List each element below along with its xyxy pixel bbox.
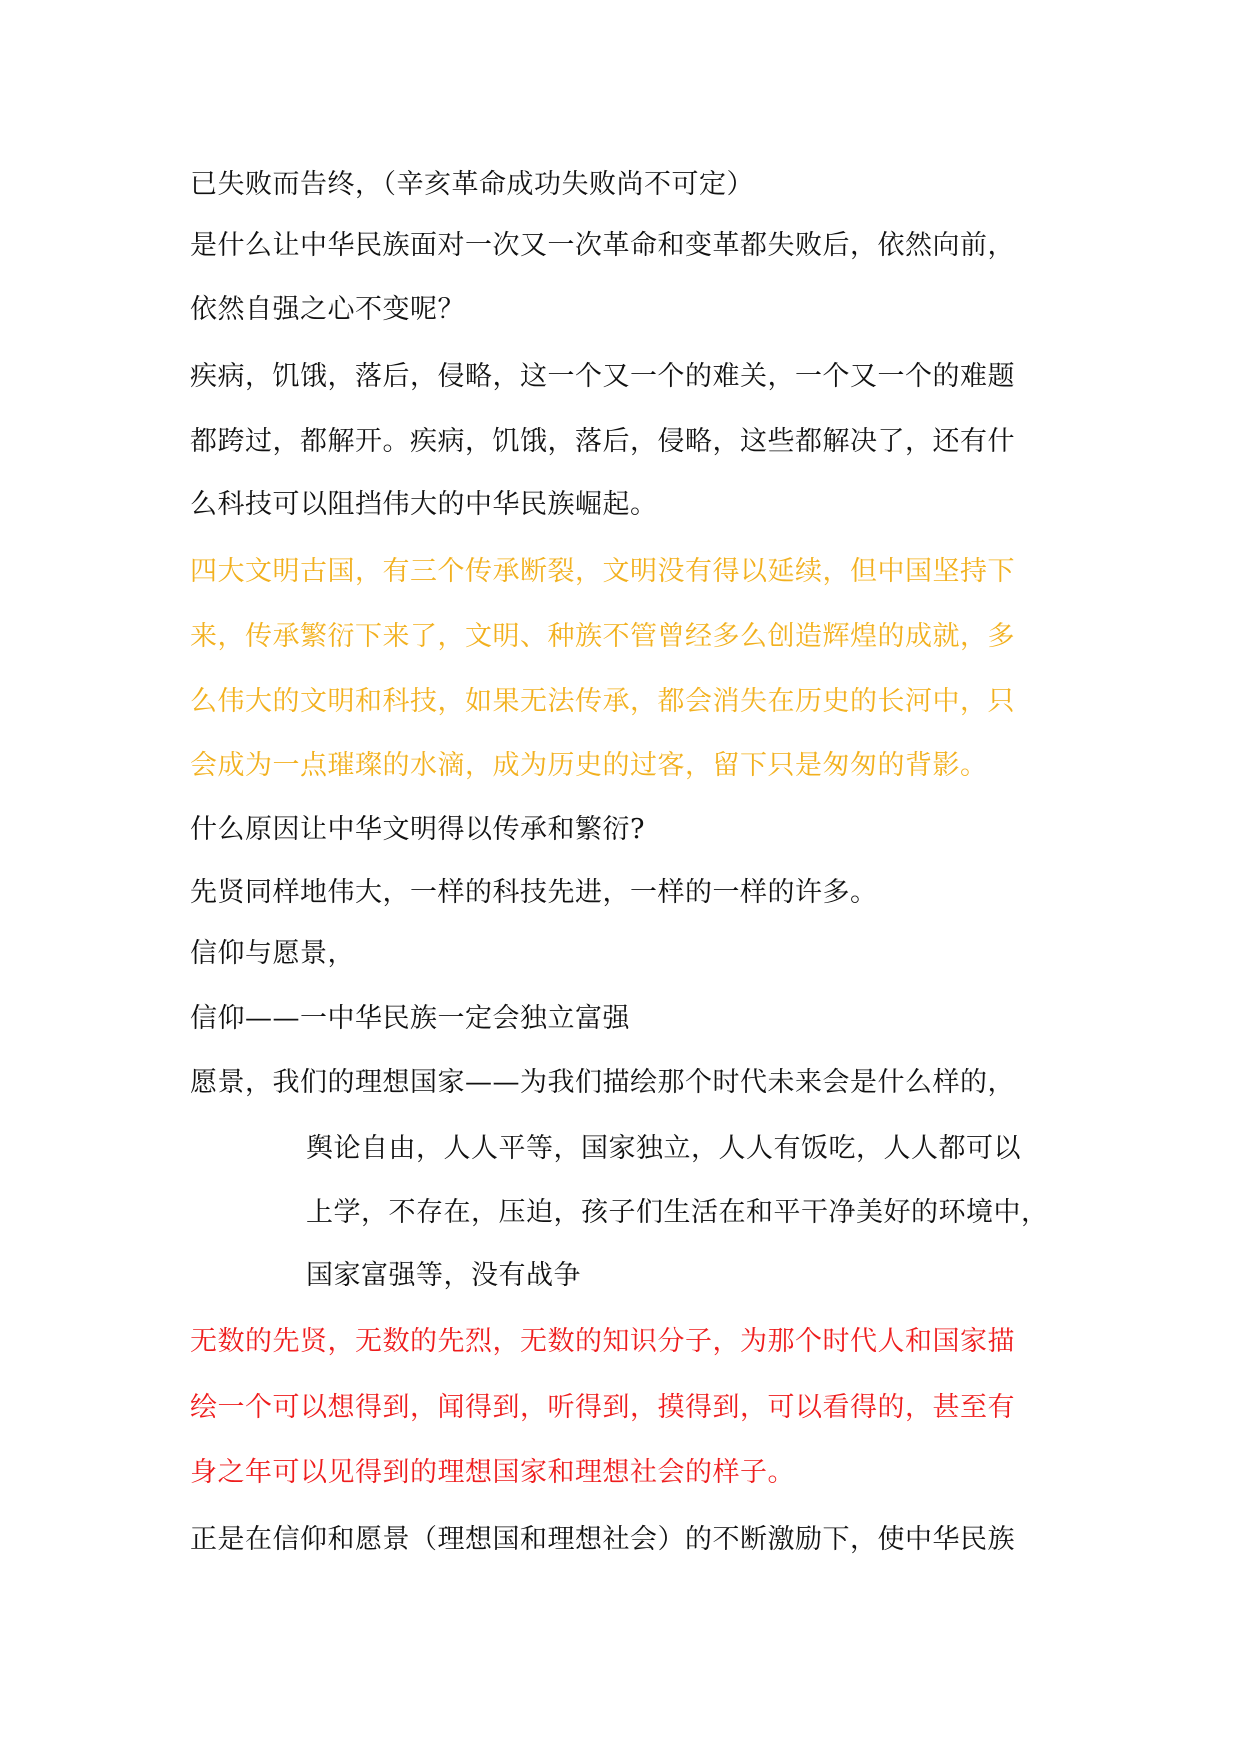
highlighted-text-line: 会成为一点璀璨的水滴，成为历史的过客，留下只是匆匆的背影。 — [190, 750, 988, 781]
text-line: 都跨过，都解开。疾病，饥饿，落后，侵略，这些都解决了，还有什 — [190, 426, 1015, 457]
highlighted-text-line: 来，传承繁衍下来了，文明、种族不管曾经多么创造辉煌的成就，多 — [190, 621, 1015, 652]
text-line: 是什么让中华民族面对一次又一次革命和变革都失败后，依然向前， — [190, 230, 1015, 261]
highlighted-text-line: 绘一个可以想得到，闻得到，听得到，摸得到，可以看得的，甚至有 — [190, 1392, 1015, 1423]
text-line: 愿景，我们的理想国家——为我们描绘那个时代未来会是什么样的， — [190, 1067, 1015, 1098]
text-line: 什么原因让中华文明得以传承和繁衍? — [190, 814, 645, 845]
text-line: 信仰——一中华民族一定会独立富强 — [190, 1003, 630, 1034]
text-line: 已失败而告终，（辛亥革命成功失败尚不可定） — [190, 169, 754, 200]
highlighted-text-line: 无数的先贤，无数的先烈，无数的知识分子，为那个时代人和国家描 — [190, 1326, 1015, 1357]
text-line: 疾病，饥饿，落后，侵略，这一个又一个的难关，一个又一个的难题 — [190, 361, 1015, 392]
text-line: 依然自强之心不变呢？ — [190, 294, 465, 325]
text-line: 正是在信仰和愿景（理想国和理想社会）的不断激励下，使中华民族 — [190, 1524, 1015, 1555]
highlighted-text-line: 身之年可以见得到的理想国家和理想社会的样子。 — [190, 1457, 795, 1488]
indented-text-line: 上学，不存在，压迫，孩子们生活在和平干净美好的环境中， — [306, 1197, 1049, 1228]
highlighted-text-line: 么伟大的文明和科技，如果无法传承，都会消失在历史的长河中，只 — [190, 686, 1015, 717]
indented-text-line: 国家富强等，没有战争 — [306, 1260, 581, 1291]
text-line: 先贤同样地伟大，一样的科技先进，一样的一样的许多。 — [190, 877, 878, 908]
indented-text-line: 舆论自由，人人平等，国家独立，人人有饭吃，人人都可以 — [306, 1133, 1021, 1164]
highlighted-text-line: 四大文明古国，有三个传承断裂，文明没有得以延续，但中国坚持下 — [190, 556, 1015, 587]
text-line: 信仰与愿景， — [190, 938, 355, 969]
text-line: 么科技可以阻挡伟大的中华民族崛起。 — [190, 489, 658, 520]
